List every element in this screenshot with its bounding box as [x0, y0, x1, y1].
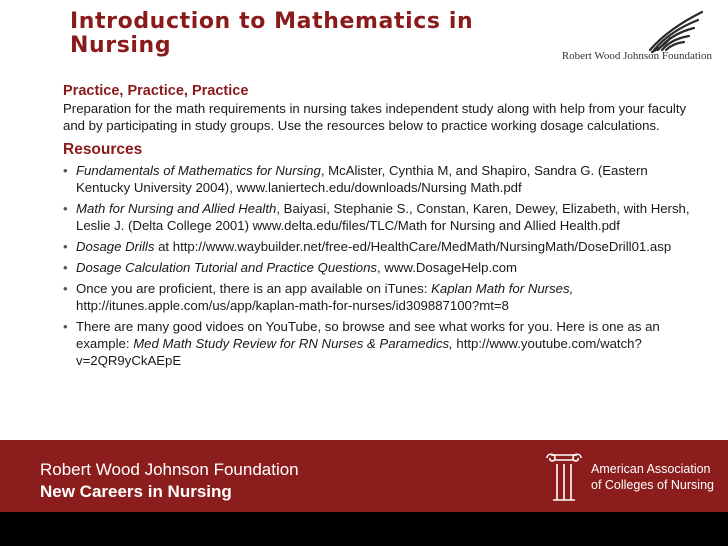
bird-wings-icon — [644, 10, 706, 54]
slide-content — [63, 82, 695, 373]
aacn-logo-line1: American Association — [591, 462, 711, 476]
column-capital-icon — [543, 452, 585, 504]
resource-text: http://itunes.apple.com/us/app/kaplan-math-for-nurses/id309887100?mt=8 — [76, 298, 509, 313]
rwjf-header-logo — [540, 10, 712, 66]
resource-title: Fundamentals of Mathematics for Nursing — [76, 163, 321, 178]
slide-title: Introduction to Mathematics in Nursing — [70, 9, 474, 58]
footer-band — [0, 440, 728, 512]
resource-text: , McAlister, Cynthia M, and Shapiro, Sandra G. (Eastern Kentucky University 2004), www.laniertech.edu/downloads/Nursing Math.pdf — [76, 163, 648, 195]
list-item — [63, 162, 695, 196]
resource-list — [63, 162, 695, 369]
rwjf-logo-text: Robert Wood Johnson Foundation — [561, 50, 712, 62]
list-item — [63, 280, 695, 314]
resource-title: Dosage Drills — [76, 239, 155, 254]
footer-org-name: Robert Wood Johnson Foundation — [40, 460, 299, 479]
resource-title: Kaplan Math for Nurses, — [431, 281, 574, 296]
list-item — [63, 238, 695, 255]
resource-lead: There are many good vidoes on YouTube, so browse and see what works for you. Here is one as an example: — [76, 319, 660, 351]
resource-title: Math for Nursing and Allied Health — [76, 201, 277, 216]
resource-lead: Once you are proficient, there is an app available on iTunes: — [76, 281, 432, 296]
list-item — [63, 259, 695, 276]
resource-title: Med Math Study Review for RN Nurses & Paramedics, — [133, 336, 453, 351]
list-item — [63, 200, 695, 234]
resource-text: , Baiyasi, Stephanie S., Constan, Karen, Dewey, Elizabeth, with Hersh, Leslie J. (Delta College 2001) www.delta.edu/files/TLC/Math for Nursing and Allied Health.pdf — [76, 201, 690, 233]
intro-paragraph: Preparation for the math requirements in nursing takes independent study along with help from your faculty and by participating in study groups. Use the resources below to practice working dosage calculations. — [63, 101, 687, 133]
resource-text: at http://www.waybuilder.net/free-ed/HealthCare/MedMath/NursingMath/DoseDrill01.asp — [154, 239, 672, 254]
aacn-logo — [543, 452, 718, 504]
resource-text: , www.DosageHelp.com — [377, 260, 518, 275]
bottom-bar — [0, 512, 728, 546]
resource-text: http://www.youtube.com/watch?v=2QR9yCkAEpE — [76, 336, 642, 368]
resource-title: Dosage Calculation Tutorial and Practice Questions — [76, 260, 378, 275]
section-heading-practice: Practice, Practice, Practice — [63, 83, 249, 99]
section-heading-resources: Resources — [63, 141, 143, 158]
footer-program-name: New Careers in Nursing — [40, 482, 232, 501]
aacn-logo-line2: of Colleges of Nursing — [591, 478, 714, 492]
list-item — [63, 318, 695, 369]
